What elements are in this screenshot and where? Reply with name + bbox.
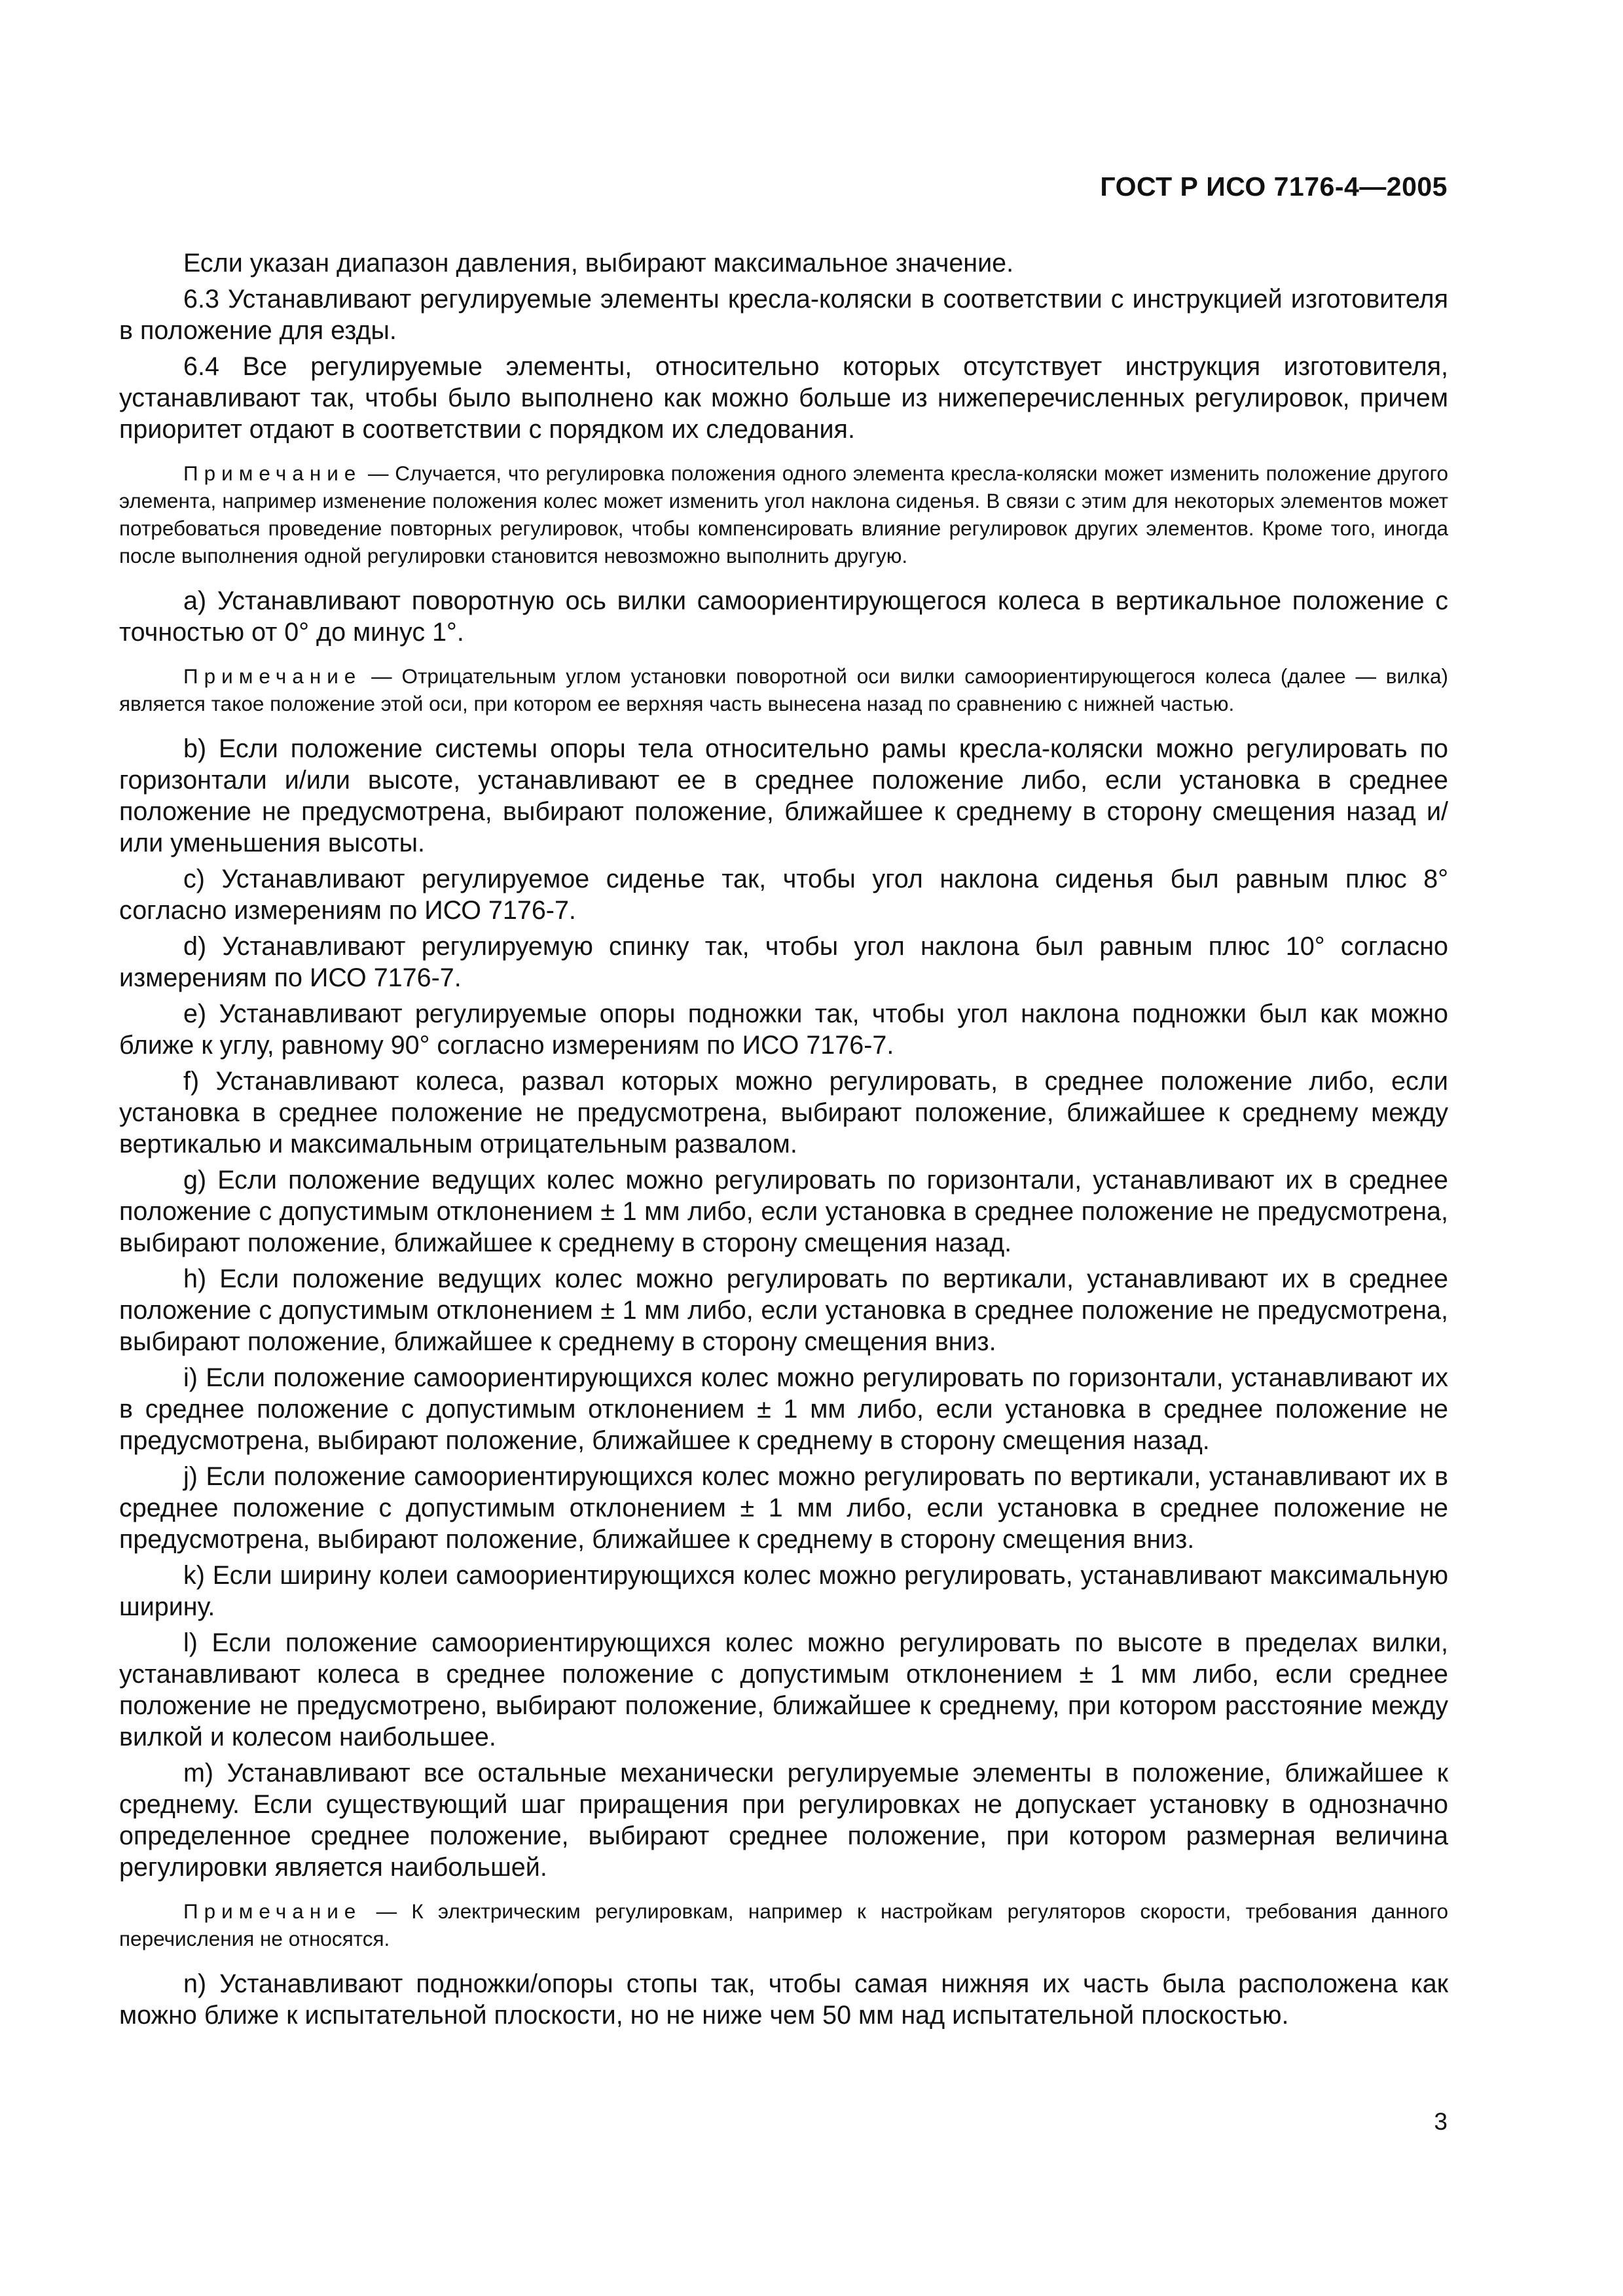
page-content [119, 247, 1448, 2036]
note-text: — Отрицательным углом установки поворотной оси вилки самоориентирующегося колеса (далее — вилка) является такое положение этой оси, при котором ее верхняя часть вынесена назад по сравнению с нижней частью. [119, 664, 1448, 715]
body-paragraph: e) Устанавливают регулируемые опоры подножки так, чтобы угол наклона подножки был как можно ближе к углу, равному 90° согласно измерениям по ИСО 7176-7. [119, 999, 1448, 1060]
note-text: — К электрическим регулировкам, например к настройкам регуляторов скорости, требования данного перечисления не относятся. [119, 1899, 1448, 1950]
body-paragraph: k) Если ширину колеи самоориентирующихся колес можно регулировать, устанавливают максимальную ширину. [119, 1561, 1448, 1621]
body-paragraph: 6.4 Все регулируемые элементы, относительно которых отсутствует инструкция изготовителя, устанавливают так, чтобы было выполнено как можно больше из нижеперечисленных регулировок, причем приоритет отдают в соответствии с порядком их следования. [119, 352, 1448, 444]
note-text: — Случается, что регулировка положения одного элемента кресла-коляски может изменить положение другого элемента, например изменение положения колес может изменить угол наклона сиденья. В связи с этим для некоторых элементов может потребоваться проведение повторных регулировок, чтобы компенсировать влияние регулировок других элементов. Кроме того, иногда после выполнения одной регулировки становится невозможно выполнить другую. [119, 461, 1448, 567]
body-paragraph: j) Если положение самоориентирующихся колес можно регулировать по вертикали, устанавливают их в среднее положение с допустимым отклонением ± 1 мм либо, если установка в среднее положение не предусмотрена, выбирают положение, ближайшее к среднему в сторону смещения вниз. [119, 1462, 1448, 1554]
note-label: Примечание [183, 1899, 362, 1923]
standard-code-header: ГОСТ Р ИСО 7176-4—2005 [1100, 171, 1448, 202]
body-paragraph: d) Устанавливают регулируемую спинку так, чтобы угол наклона был равным плюс 10° согласно измерениям по ИСО 7176-7. [119, 932, 1448, 992]
note-label: Примечание [183, 664, 362, 688]
body-paragraph: l) Если положение самоориентирующихся колес можно регулировать по высоте в пределах вилки, устанавливают колеса в среднее положение с допустимым отклонением ± 1 мм либо, если среднее положение не предусмотрено, выбирают положение, ближайшее к среднему, при котором расстояние между вилкой и колесом наибольшее. [119, 1628, 1448, 1751]
body-paragraph: Если указан диапазон давления, выбирают максимальное значение. [183, 249, 1014, 278]
body-paragraph: m) Устанавливают все остальные механически регулируемые элементы в положение, ближайшее к среднему. Если существующий шаг приращения при регулировках не допускает установку в однозначно определенное среднее положение, выбирают среднее положение, при котором размерная величина регулировки является наибольшей. [119, 1759, 1448, 1882]
body-paragraph: n) Устанавливают подножки/опоры стопы так, чтобы самая нижняя их часть была расположена как можно ближе к испытательной плоскости, но не ниже чем 50 мм над испытательной плоскостью. [119, 1969, 1448, 2030]
note-paragraph [119, 662, 1448, 717]
body-paragraph: c) Устанавливают регулируемое сиденье так, чтобы угол наклона сиденья был равным плюс 8° согласно измерениям по ИСО 7176-7. [119, 865, 1448, 925]
body-paragraph: f) Устанавливают колеса, развал которых можно регулировать, в среднее положение либо, если установка в среднее положение не предусмотрена, выбирают положение, ближайшее к среднему между вертикалью и максимальным отрицательным развалом. [119, 1067, 1448, 1158]
page-number: 3 [1434, 2108, 1448, 2135]
note-paragraph [119, 1897, 1448, 1952]
body-paragraph: h) Если положение ведущих колес можно регулировать по вертикали, устанавливают их в среднее положение с допустимым отклонением ± 1 мм либо, если установка в среднее положение не предусмотрена, выбирают положение, ближайшее к среднему в сторону смещения вниз. [119, 1265, 1448, 1356]
body-paragraph: 6.3 Устанавливают регулируемые элементы кресла-коляски в соответствии с инструкцией изготовителя в положение для езды. [119, 285, 1448, 345]
body-paragraph: i) Если положение самоориентирующихся колес можно регулировать по горизонтали, устанавливают их в среднее положение с допустимым отклонением ± 1 мм либо, если установка в среднее положение не предусмотрена, выбирают положение, ближайшее к среднему в сторону смещения назад. [119, 1363, 1448, 1455]
body-paragraph: b) Если положение системы опоры тела относительно рамы кресла-коляски можно регулировать по горизонтали и/или высоте, устанавливают ее в среднее положение либо, если установка в среднее положение не предусмотрена, выбирают положение, ближайшее к среднему в сторону смещения назад и/ или уменьшения высоты. [119, 734, 1448, 857]
note-label: Примечание [183, 461, 362, 485]
note-paragraph [119, 459, 1448, 569]
body-paragraph: a) Устанавливают поворотную ось вилки самоориентирующегося колеса в вертикальное положение с точностью от 0° до минус 1°. [119, 586, 1448, 647]
body-paragraph: g) Если положение ведущих колес можно регулировать по горизонтали, устанавливают их в среднее положение с допустимым отклонением ± 1 мм либо, если установка в среднее положение не предусмотрена, выбирают положение, ближайшее к среднему в сторону смещения назад. [119, 1166, 1448, 1257]
